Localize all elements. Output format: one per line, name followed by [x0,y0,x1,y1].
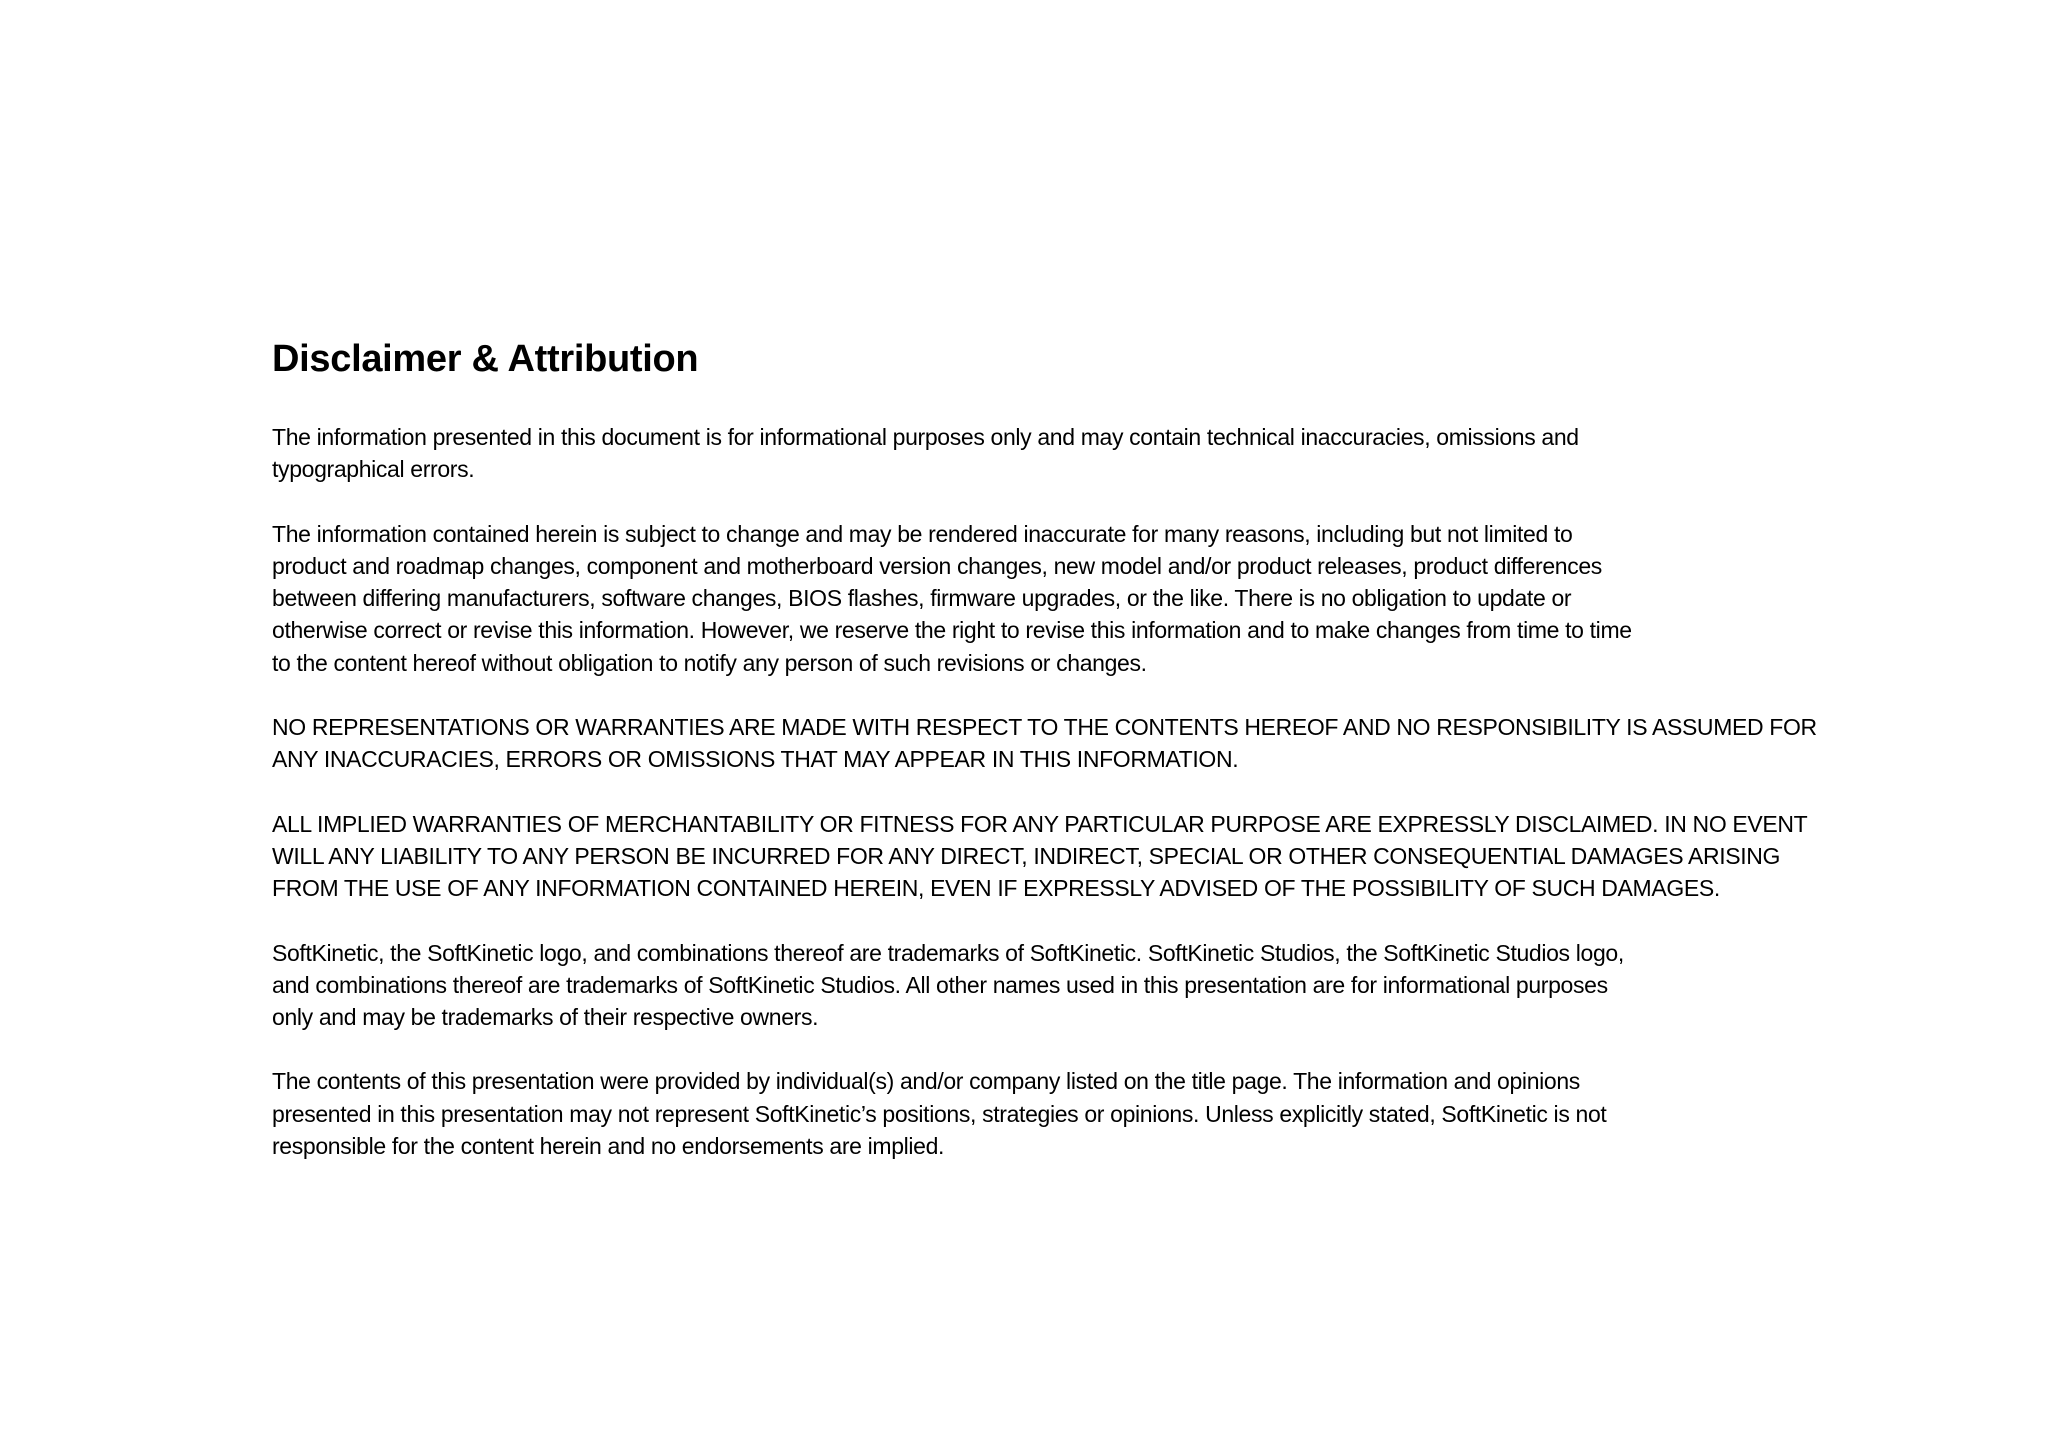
paragraph-subject-to-change: The information contained herein is subject to change and may be rendered inaccurate for many reasons, including but not limited to product and roadmap changes, component and motherboard version changes, new model and/or product releases, product differences between differing manufacturers, software changes, BIOS flashes, firmware upgrades, or the like. There is no obligation to update or otherwise correct or revise this information. However, we reserve the right to revise this information and to make changes from time to time to the content hereof without obligation to notify any person of such revisions or changes. [272,520,1632,676]
paragraph-contents-attribution: The contents of this presentation were provided by individual(s) and/or company listed on the title page. The information and opinions presented in this presentation may not represent SoftKinetic’s positions, strategies or opinions. Unless explicitly stated, SoftKinetic is not responsible for the content herein and no endorsements are implied. [272,1068,1607,1160]
paragraph-trademarks: SoftKinetic, the SoftKinetic logo, and combinations thereof are trademarks of SoftKinetic. SoftKinetic Studios, the SoftKinetic Studios logo, and combinations thereof are trademarks of SoftKinetic Studios. All other names used in this presentation are for informational purposes only and may be trademarks of their respective owners. [272,939,1624,1031]
paragraph-informational-purposes: The information presented in this document is for informational purposes only and may contain technical inaccuracies, omissions and typographical errors. [272,424,1579,483]
paragraph-no-representations: NO REPRESENTATIONS OR WARRANTIES ARE MADE WITH RESPECT TO THE CONTENTS HEREOF AND NO RESPONSIBILITY IS ASSUMED FOR ANY INACCURACIES, ERRORS OR OMISSIONS THAT MAY APPEAR IN THIS INFORMATION. [272,714,1817,773]
disclaimer-content [272,333,1832,1194]
disclaimer-paragraphs [272,421,1832,1162]
page-title: Disclaimer & Attribution [272,338,699,380]
paragraph-implied-warranties: ALL IMPLIED WARRANTIES OF MERCHANTABILITY OR FITNESS FOR ANY PARTICULAR PURPOSE ARE EXPRESSLY DISCLAIMED. IN NO EVENT WILL ANY LIABILITY TO ANY PERSON BE INCURRED FOR ANY DIRECT, INDIRECT, SPECIAL OR OTHER CONSEQUENTIAL DAMAGES ARISING FROM THE USE OF ANY INFORMATION CONTAINED HEREIN, EVEN IF EXPRESSLY ADVISED OF THE POSSIBILITY OF SUCH DAMAGES. [272,810,1808,902]
